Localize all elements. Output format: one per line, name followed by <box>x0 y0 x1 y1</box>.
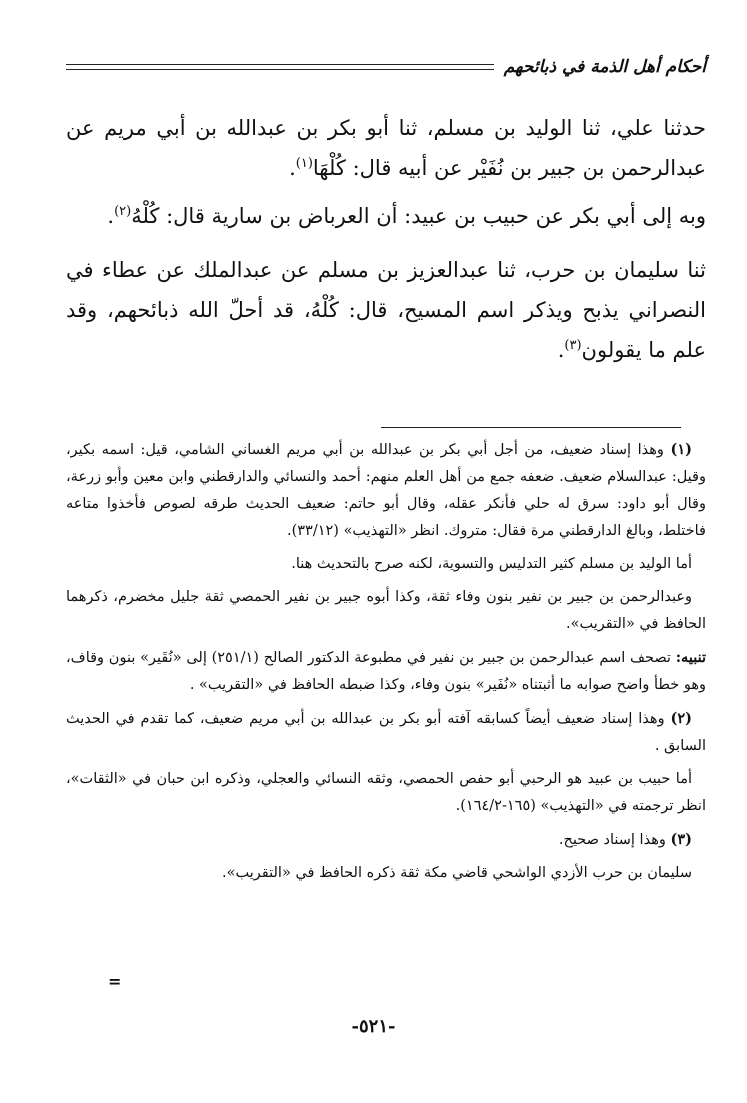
main-paragraph-2: وبه إلى أبي بكر عن حبيب بن عبيد: أن العرباض بن سارية قال: كُلْهُ$^{(٢)}$. <box>107 204 706 228</box>
footnote-2-continued: أما حبيب بن عبيد هو الرحبي أبو حفص الحمصي، وثقه النسائي والعجلي، وذكره ابن حبان في «الثقات»، انظر ترجمته في «التهذيب» (١٦٥-١٦٤/٢). <box>66 771 706 814</box>
footnote-separator <box>381 427 681 428</box>
footnote-2: (٢) وهذا إسناد ضعيف أيضاً كسابقه آفته أبو بكر بن عبدالله بن أبي مريم ضعيف، كما تقدم في الحديث السابق . <box>66 710 706 754</box>
page-number: -٥٢١- <box>351 1016 396 1037</box>
footnote-ref-2[interactable]: (٢) <box>114 204 132 219</box>
main-paragraph-1: حدثنا علي، ثنا الوليد بن مسلم، ثنا أبو بكر بن عبدالله بن أبي مريم عن عبدالرحمن بن جبير بن نُفَيْر عن أبيه قال: كُلْهَا$^{(١)}$. <box>66 116 706 180</box>
header-double-rule <box>66 64 494 70</box>
main-text <box>66 108 706 370</box>
footnote-3-continued: سليمان بن حرب الأزدي الواشحي قاضي مكة ثقة ذكره الحافظ في «التقريب». <box>222 865 692 881</box>
main-paragraph-3: ثنا سليمان بن حرب، ثنا عبدالعزيز بن مسلم عن عبدالملك عن عطاء في النصراني يذبح ويذكر اسم المسيح، قال: كُلْهُ، قد أحلّ الله ذبائحهم، وقد علم ما يقولون$^{(٣)}$. <box>66 258 706 362</box>
footnote-1: (١) وهذا إسناد ضعيف، من أجل أبي بكر بن عبدالله بن أبي مريم الغساني الشامي، قيل: اسمه بكير، وقيل: عبدالسلام ضعيف. ضعفه جمع من أهل العلم منهم: أحمد والنسائي والدارقطني وابن معين وأبو زرعة، وقال أبو داود: سرق له حلي فأنكر عقله، وقال أبو حاتم: ضعيف الحديث طرقه لصوص فأخذوا متاعه فاختلط، وبالغ الدارقطني مرة فقال: متروك. انظر «التهذيب» (٣٣/١٢). <box>66 441 706 539</box>
footnote-ref-1[interactable]: (١) <box>295 156 313 171</box>
continuation-mark: = <box>108 972 122 991</box>
footnote-3: (٣) وهذا إسناد صحيح. <box>558 831 692 848</box>
footnote-1-continued-2: وعبدالرحمن بن جبير بن نفير بنون وفاء ثقة، وكذا أبوه جبير بن نفير الحمصي ثقة جليل مخضرم، ذكرهما الحافظ في «التقريب». <box>66 589 706 632</box>
footnote-1-note: تنبيه: تصحف اسم عبدالرحمن بن جبير بن نفير في مطبوعة الدكتور الصالح (٢٥١/١) إلى «نُقَير» بنون وقاف، وهو خطأ واضح صوابه ما أثبتناه «نُفَير» بنون وفاء، وكذا ضبطه الحافظ في «التقريب» . <box>66 649 706 693</box>
footnotes <box>66 436 706 893</box>
running-header <box>66 52 706 82</box>
running-header-title: أحكام أهل الذمة في ذبائحهم <box>503 57 706 77</box>
footnote-1-continued-1: أما الوليد بن مسلم كثير التدليس والتسوية، لكنه صرح بالتحديث هنا. <box>291 556 692 572</box>
footnote-ref-3[interactable]: (٣) <box>564 338 582 353</box>
